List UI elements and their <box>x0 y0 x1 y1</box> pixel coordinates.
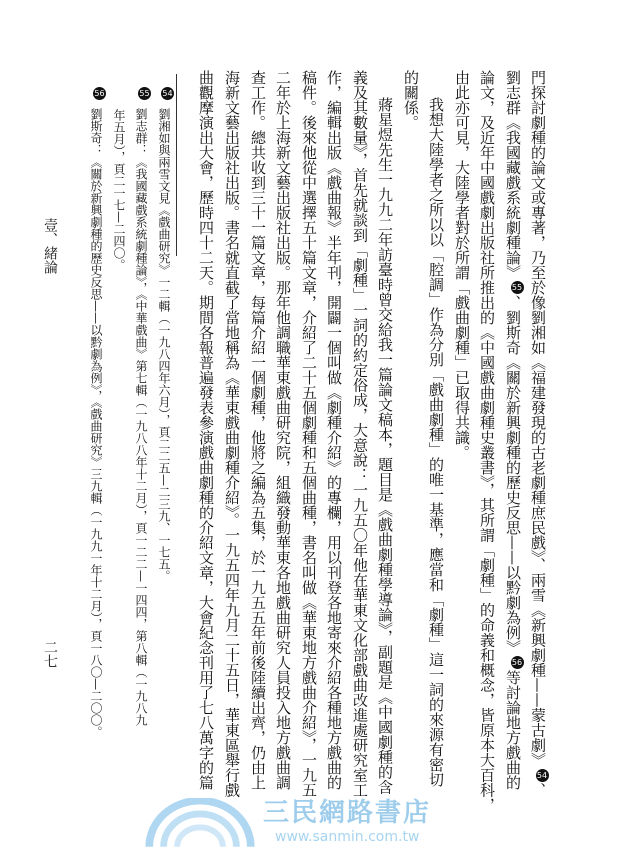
text-run: 等討論地方戲曲的 <box>504 670 522 790</box>
text-column: 義及其數量》，首先就談到「劇種」一詞的約定俗成，大意說：一九五〇年他在華東文化部戲曲改進處研究室工 <box>351 70 369 798</box>
page-number: 二七 <box>42 640 58 668</box>
text-column: 論文，及近年中國戲劇出版社所推出的《中國戲曲劇種史叢書》，其所謂「劇種」的命義和概念，皆原本大百科， <box>478 70 496 813</box>
footnote-ref-55[interactable]: 55 <box>511 283 523 292</box>
watermark-logo <box>145 798 525 848</box>
footnote-marker: 54 <box>162 89 173 98</box>
watermark-arcs-icon <box>145 798 255 848</box>
footnote-text: 劉斯奇：《關於新興劇種的歷史反思——以黔劇為例》，《戲曲研究》三九輯（一九九一年十二月），頁一八〇—二〇〇。 <box>89 108 103 738</box>
text-column <box>500 70 525 796</box>
text-run: 、劉斯奇《關於新興劇種的歷史反思——以黔劇為例》 <box>504 295 522 655</box>
text-column <box>525 70 550 796</box>
footnote-text: 劉志群：《我國藏戲系統劇種論》，《中華戲曲》第七輯（一九八八年十二月），頁一二二—一四四，第八輯（一九八九 <box>134 108 148 726</box>
text-column: 的關係。 <box>402 70 420 130</box>
text-run: 、 <box>529 782 547 798</box>
text-column: 查工作。總共收到三十一篇文章，每篇介紹一個劇種，他將之編為五集，於一九五五年前後陸續出齊，仍由上 <box>249 70 267 790</box>
footnote-55 <box>130 86 152 796</box>
footnote-54 <box>153 86 175 796</box>
text-column: 由此亦可見，大陸學者對於所謂「戲曲劇種」已取得共識。 <box>453 70 471 460</box>
footnote-separator <box>176 74 177 256</box>
watermark-title: 三民網路書店 <box>263 798 432 828</box>
running-header-section: 壹、緒論 <box>42 218 58 274</box>
text-column: 二年於上海新文藝出版社出版。那年他調職華東戲曲研究院，組織發動華東各地戲曲研究人員投入地方戲曲調 <box>274 70 292 790</box>
footnote-text: 劉湘如與兩雪文見《戲曲研究》一二輯（一九八四年六月），頁二二五—二三九、一七五。 <box>157 108 171 582</box>
text-run: 門探討劇種的論文或專著，乃至於像劉湘如《福建發現的古老劇種庶民戲》、兩雪《新興劇種——蒙古劇》 <box>529 70 547 768</box>
footnote-marker: 56 <box>94 89 105 98</box>
watermark-url: www.sanmin.com.tw <box>275 829 420 845</box>
footnote-ref-56[interactable]: 56 <box>511 658 523 667</box>
paragraph-start-column: 我想大陸學者之所以以「腔調」作為分別「戲曲劇種」的唯一基準，應當和「劇種」這一詞的來源有密切 <box>427 97 445 787</box>
text-column: 稿件。後來他從中選擇五十篇文章，介紹了二十五個劇種和五個曲種，書名叫做《華東地方戲曲介紹》，一九五 <box>300 70 318 798</box>
text-run: 劉志群《我國藏戲系統劇種論》 <box>504 70 522 280</box>
text-column: 曲觀摩演出大會，歷時四十二天。期間各報普遍發表參演戲曲劇種的介紹文章，大會紀念刊用了七八萬字的篇 <box>197 70 215 790</box>
text-column: 海新文藝出版社出版。書名就直截了當地稱為《華東戲曲劇種介紹》。一九五四年九月二十五日，華東區舉行戲 <box>223 70 241 798</box>
paragraph-start-column: 蔣星煜先生一九九二年訪臺時曾交給我一篇論文稿本，題目是《戲曲劇種學導論》，副題是《中國劇種的含 <box>376 97 394 795</box>
footnote-ref-54[interactable]: 54 <box>536 770 548 780</box>
footnote-55-continuation: 年五月），頁二一七—二四〇。 <box>112 109 126 271</box>
text-column: 作，編輯出版《戲曲報》半年刊，開闢一個叫做《劇種介紹》的專欄，用以刊登各地寄來介紹各種地方戲曲的 <box>325 70 343 790</box>
footnote-56 <box>85 86 107 796</box>
footnote-marker: 55 <box>139 89 150 98</box>
